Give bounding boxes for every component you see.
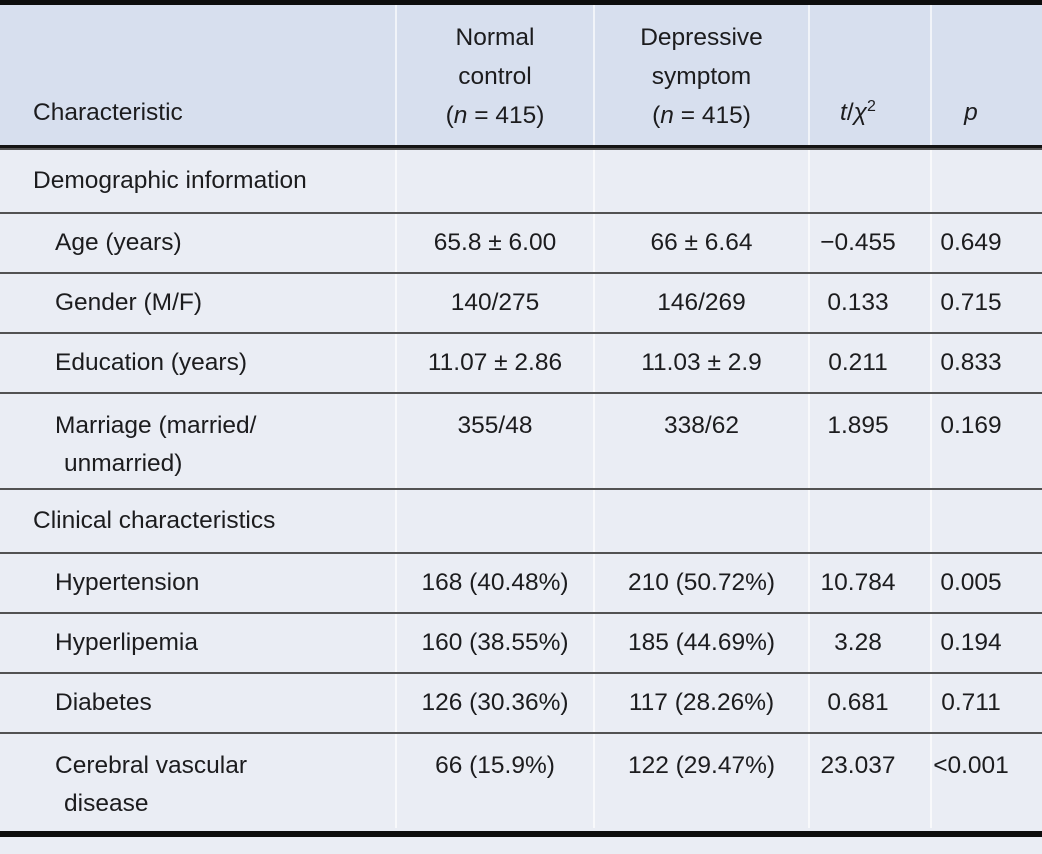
row-label: Hypertension [55,569,200,597]
row-label: Age (years) [55,229,182,257]
header-statistic-label: $t/\chi^2$ [840,98,876,127]
cell-statistic: 1.895 [808,394,930,488]
cell-statistic: 0.681 [808,674,930,732]
cell-depressive-symptom: 11.03 ± 2.9 [593,334,808,392]
row-age [0,212,1042,272]
header-depressive-symptom [593,5,808,145]
cell-depressive-symptom: 185 (44.69%) [593,614,808,672]
section-label: Demographic information [33,167,307,195]
header-normal-line1: Normal [455,24,535,51]
cell-p-value: 0.833 [930,334,1042,392]
row-section-clinical [0,488,1042,552]
header-p-label: p [964,99,978,127]
row-hyperlipemia [0,612,1042,672]
cell-p-value: 0.194 [930,614,1042,672]
header-characteristic [0,5,395,145]
header-p [930,5,1042,145]
row-label: Diabetes [55,689,152,717]
cell-normal-control: 355/48 [395,394,593,488]
section-label: Clinical characteristics [33,507,276,535]
cell-normal-control: 160 (38.55%) [395,614,593,672]
row-label: Hyperlipemia [55,629,198,657]
row-label: Gender (M/F) [55,289,203,317]
cell-depressive-symptom: 117 (28.26%) [593,674,808,732]
cell-depressive-symptom: 210 (50.72%) [593,554,808,612]
row-education [0,332,1042,392]
cell-statistic: 0.211 [808,334,930,392]
cell-p-value: 0.649 [930,214,1042,272]
row-marriage [0,392,1042,488]
cell-normal-control: 66 (15.9%) [395,734,593,828]
cell-normal-control: 140/275 [395,274,593,332]
header-statistic [808,5,930,145]
cell-normal-control: 126 (30.36%) [395,674,593,732]
cell-statistic: 23.037 [808,734,930,828]
row-cerebral-vascular-disease [0,732,1042,828]
cell-depressive-symptom: 338/62 [593,394,808,488]
cell-p-value: 0.715 [930,274,1042,332]
row-label: Education (years) [55,349,248,377]
cell-statistic: 0.133 [808,274,930,332]
header-depressive-n: (n = 415) [652,102,751,129]
cell-p-value: <0.001 [930,734,1042,828]
header-normal-control [395,5,593,145]
cell-depressive-symptom: 66 ± 6.64 [593,214,808,272]
header-depressive-line1: Depressive [640,24,763,51]
row-label: Cerebral vascular disease [55,752,247,817]
cell-depressive-symptom: 146/269 [593,274,808,332]
table-header-row [0,5,1042,148]
row-label: Marriage (married/ unmarried) [55,412,257,477]
cell-statistic: 10.784 [808,554,930,612]
cell-p-value: 0.711 [930,674,1042,732]
row-section-demographic [0,148,1042,212]
header-depressive-line2: symptom [651,63,752,90]
cell-p-value: 0.005 [930,554,1042,612]
row-gender [0,272,1042,332]
header-characteristic-label: Characteristic [33,99,183,127]
cell-statistic: −0.455 [808,214,930,272]
cell-normal-control: 168 (40.48%) [395,554,593,612]
cell-normal-control: 65.8 ± 6.00 [395,214,593,272]
row-diabetes [0,672,1042,732]
header-normal-line2: control [458,63,532,90]
cell-statistic: 3.28 [808,614,930,672]
header-normal-n: (n = 415) [445,102,545,129]
row-hypertension [0,552,1042,612]
cell-normal-control: 11.07 ± 2.86 [395,334,593,392]
cell-p-value: 0.169 [930,394,1042,488]
cell-depressive-symptom: 122 (29.47%) [593,734,808,828]
